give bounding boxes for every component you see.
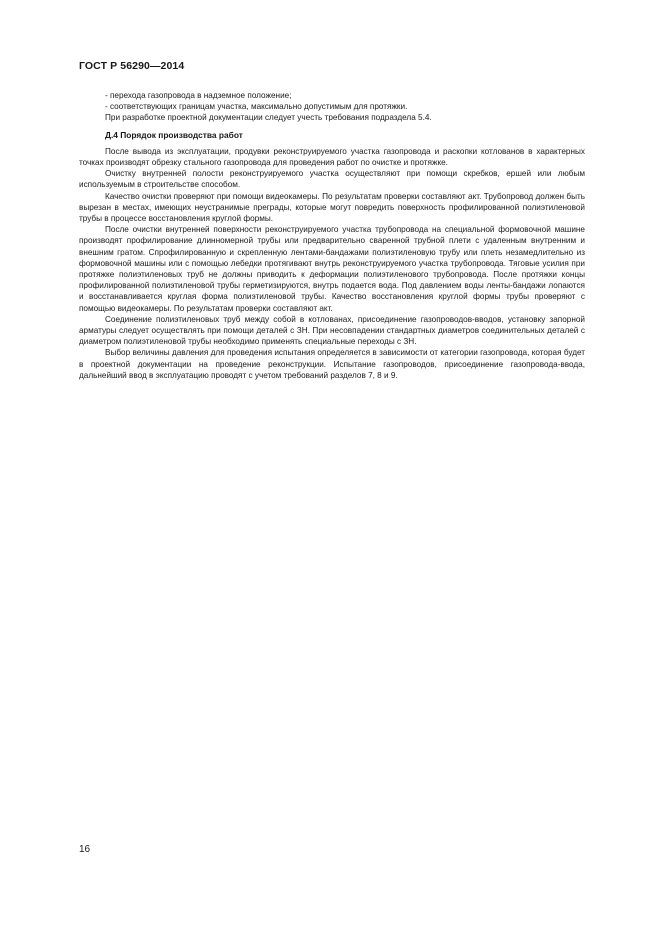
section-heading: Д.4 Порядок производства работ: [105, 129, 243, 140]
paragraph: После очистки внутренней поверхности реконструируемого участка трубопровода на специальной формовочной машине производят профилирование длинномерной трубы или предварительно сваренной трубной плети с удаленным внутренним и внешним гратом. Спрофилированную и скрепленную лентами-бандажами полиэтиленовую трубу или плеть незамедлительно из формовочной машины или с помощью лебедки протягивают внутрь реконструируемого участка трубопровода. Тяговые усилия при протяжке полиэтиленовых труб не должны приводить к деформации полиэтиленового трубопровода. После протяжки концы профилированной полиэтиленовой трубы герметизируются, внутрь подается вода. Под давлением воды ленты-бандажи лопаются и восстанавливается круглая форма полиэтиленовой трубы. Качество восстановления круглой формы трубы проверяют с помощью видеокамеры. По результатам проверки составляют акт.: [79, 225, 585, 313]
paragraph: Соединение полиэтиленовых труб между собой в котлованах, присоединение газопроводов-вводов, установку запорной арматуры следует осуществлять при помощи деталей с ЗН. При несовпадении стандартных диаметров соединительных деталей с диаметром полиэтиленовой трубы необходимо применять специальные переходы с ЗН.: [79, 314, 585, 347]
page-number: 16: [79, 844, 91, 855]
intro-paragraph: При разработке проектной документации следует учесть требования подраздела 5.4.: [105, 113, 432, 123]
document-body: [79, 90, 585, 381]
list-item: - перехода газопровода в надземное положение;: [105, 91, 292, 100]
paragraph: Выбор величины давления для проведения испытания определяется в зависимости от категории газопровода, которая будет в проектной документации на проведение реконструкции. Испытание газопроводов, присоединение газопровода-ввода, дальнейший ввод в эксплуатацию проводят с учетом требований разделов 7, 8 и 9.: [79, 348, 585, 380]
standard-code-header: ГОСТ Р 56290—2014: [79, 60, 185, 72]
list-item: - соответствующих границам участка, максимально допустимым для протяжки.: [105, 102, 408, 112]
paragraph: Очистку внутренней полости реконструируемого участка осуществляют при помощи скребков, ершей или любым используемым в строительстве способом.: [79, 169, 585, 190]
paragraph: Качество очистки проверяют при помощи видеокамеры. По результатам проверки составляют акт. Трубопровод должен быть вырезан в местах, имеющих неустранимые преграды, которые могут повредить поверхность профилированной полиэтиленовой трубы в процессе восстановления круглой формы.: [79, 191, 585, 224]
paragraph: После вывода из эксплуатации, продувки реконструируемого участка газопровода и раскопки котлованов в характерных точках производят обрезку стального газопровода для проведения работ по очистке и протяжке.: [79, 146, 585, 168]
